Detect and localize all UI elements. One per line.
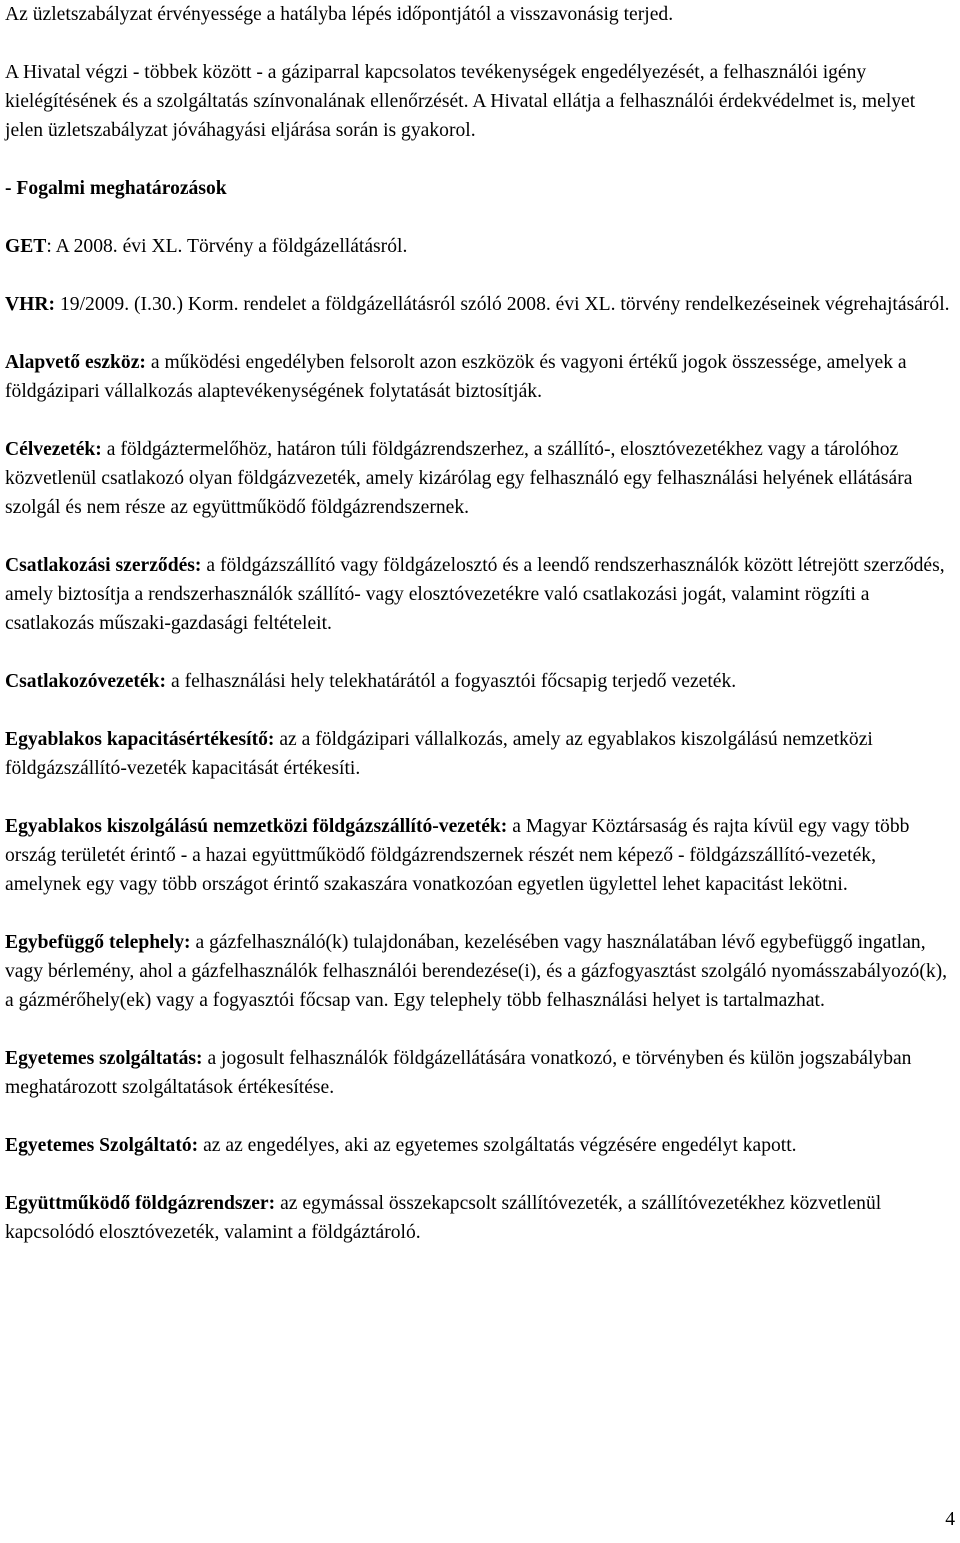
definition-text: a földgáztermelőhöz, határon túli földgázrendszerhez, a szállító-, elosztóvezetékhez vagy a tárolóhoz közvetlenül csatlakozó olyan földgázvezeték, amely kizárólag egy felhasználó egy felhasználási helyének ellátására szolgál és nem része az együttműködő földgázrendszernek. (5, 439, 913, 518)
definition-term: Egyetemes szolgáltatás: (5, 1048, 203, 1069)
section-heading: - Fogalmi meghatározások (5, 178, 227, 199)
definition-item (5, 812, 957, 899)
definition-term: Alapvető eszköz: (5, 352, 146, 373)
document-page (5, 0, 957, 1247)
definition-text: a gázfelhasználó(k) tulajdonában, kezelésében vagy használatában lévő egybefüggő ingatlan, vagy bérlemény, ahol a gázfelhasználók felhasználói berendezése(i), és a gázfogyasztást szolgáló nyomásszabályozó(k), a gázmérőhely(ek) vagy a fogyasztói főcsap van. Egy telephely több felhasználási helyet is tartalmazhat. (5, 932, 948, 1011)
definition-text: A 2008. évi XL. Törvény a földgázellátásról. (55, 236, 408, 257)
definitions-list (5, 232, 957, 1247)
definition-item (5, 348, 957, 406)
definition-item (5, 667, 957, 696)
definition-term: Együttműködő földgázrendszer: (5, 1193, 276, 1214)
definition-item (5, 725, 957, 783)
definition-item (5, 435, 957, 522)
definition-text: az a földgázipari vállalkozás, amely az egyablakos kiszolgálású nemzetközi földgázszállító-vezeték kapacitását értékesíti. (5, 729, 873, 779)
definition-term: Egyetemes Szolgáltató: (5, 1135, 199, 1156)
office-paragraph: A Hivatal végzi - többek között - a gáziparral kapcsolatos tevékenységek engedélyezését, a felhasználói igény kielégítésének és a szolgáltatás színvonalának ellenőrzését. A Hivatal ellátja a felhasználói érdekvédelmet is, melyet jelen üzletszabályzat jóváhagyási eljárása során is gyakorol. (5, 62, 916, 141)
definition-item (5, 928, 957, 1015)
definition-text: az egymással összekapcsolt szállítóvezeték, a szállítóvezetékhez közvetlenül kapcsolódó elosztóvezeték, valamint a földgáztároló. (5, 1193, 882, 1243)
definition-item (5, 1131, 957, 1160)
definition-text: a Magyar Köztársaság és rajta kívül egy vagy több ország területét érintő - a hazai együttműködő földgázrendszernek részét nem képező - földgázszállító-vezeték, amelynek egy vagy több országot érintő szakaszára vonatkozóan egyetlen ügylettel lehet kapacitást lekötni. (5, 816, 910, 895)
definition-item (5, 1044, 957, 1102)
definition-term: Egyablakos kapacitásértékesítő: (5, 729, 275, 750)
definition-text: a felhasználási hely telekhatárától a fogyasztói főcsapig terjedő vezeték. (170, 671, 737, 692)
definition-item (5, 232, 957, 261)
definition-item (5, 1189, 957, 1247)
definition-term: Egyablakos kiszolgálású nemzetközi földgázszállító-vezeték: (5, 816, 508, 837)
definition-text: a földgázszállító vagy földgázelosztó és a leendő rendszerhasználók között létrejött szerződés, amely biztosítja a rendszerhasználók szállító- vagy elosztóvezetékre való csatlakozási jogát, valamint rögzíti a csatlakozás műszaki-gazdasági feltételeit. (5, 555, 945, 634)
validity-paragraph: Az üzletszabályzat érvényessége a hatályba lépés időpontjától a visszavonásig terjed. (5, 4, 674, 25)
definition-text: a jogosult felhasználók földgázellátására vonatkozó, e törvényben és külön jogszabályban meghatározott szolgáltatások értékesítése. (5, 1048, 912, 1098)
definition-text: 19/2009. (I.30.) Korm. rendelet a földgázellátásról szóló 2008. évi XL. törvény rendelkezéseinek végrehajtásáról. (59, 294, 950, 315)
definition-text: a működési engedélyben felsorolt azon eszközök és vagyoni értékű jogok összessége, amelyek a földgázipari vállalkozás alaptevékenységének folytatását biztosítják. (5, 352, 907, 402)
page-number: 4 (945, 1509, 955, 1530)
definition-term: Csatlakozóvezeték: (5, 671, 167, 692)
definition-text: az az engedélyes, aki az egyetemes szolgáltatás végzésére engedélyt kapott. (203, 1135, 797, 1156)
definition-term: Egybefüggő telephely: (5, 932, 191, 953)
definition-term: GET (5, 236, 47, 257)
definition-term: VHR: (5, 294, 56, 315)
definition-term: Csatlakozási szerződés: (5, 555, 202, 576)
definition-separator: : (46, 236, 56, 257)
definition-item (5, 551, 957, 638)
definition-term: Célvezeték: (5, 439, 102, 460)
definition-item (5, 290, 957, 319)
